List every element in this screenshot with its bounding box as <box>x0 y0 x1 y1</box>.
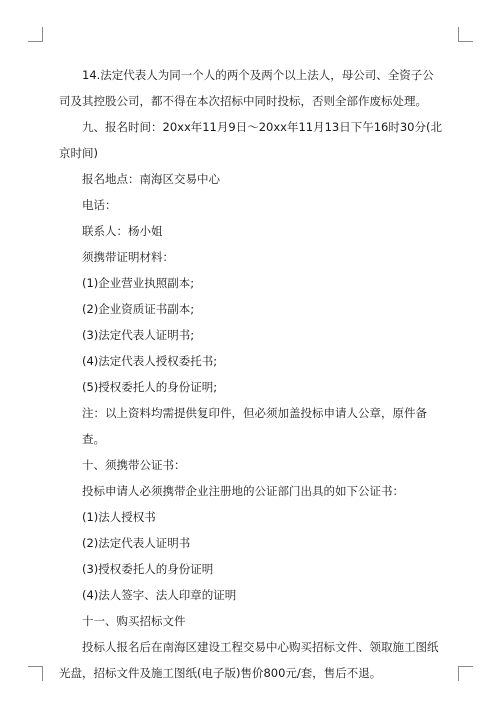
list-item: (5)授权委托人的身份证明; <box>82 380 218 394</box>
paragraph-registration-location: 报名地点：南海区交易中心 <box>82 172 220 186</box>
crop-mark-top-left <box>28 27 43 42</box>
list-item: (3)法定代表人证明书; <box>82 328 195 342</box>
paragraph-notary-intro: 投标申请人必须携带企业注册地的公证部门出具的如下公证书： <box>82 484 404 498</box>
list-item: (4)法人签字、法人印章的证明 <box>82 588 237 602</box>
list-item: (3)授权委托人的身份证明 <box>82 562 214 576</box>
paragraph-purchase-heading: 十一、购买招标文件 <box>82 614 186 628</box>
list-item: (1)企业营业执照副本; <box>82 276 195 290</box>
paragraph-purchase-details: 投标人报名后在南海区建设工程交易中心购买招标文件、领取施工图纸光盘，招标文件及施工图纸(电子版)售价800元/套，售后不退。 <box>59 640 439 680</box>
paragraph-contact: 联系人：杨小姐 <box>82 224 163 238</box>
paragraph-phone: 电话： <box>82 198 117 212</box>
crop-mark-top-right <box>458 27 473 42</box>
paragraph-registration-time: 九、报名时间：20xx年11月9日～20xx年11月13日下午16时30分(北京时间) <box>59 120 442 160</box>
list-item: (1)法人授权书 <box>82 510 156 524</box>
document-body <box>59 62 444 686</box>
list-item: (2)企业资质证书副本; <box>82 302 195 316</box>
crop-mark-bottom-left <box>28 666 43 681</box>
list-item: (2)法定代表人证明书 <box>82 536 191 550</box>
paragraph-item-14: 14.法定代表人为同一个人的两个及两个以上法人，母公司、全资子公司及其控股公司，都不得在本次招标中同时投标，否则全部作废标处理。 <box>59 68 434 108</box>
paragraph-note: 注：以上资料均需提供复印件，但必须加盖投标申请人公章，原件备查。 <box>82 406 427 446</box>
paragraph-notary-heading: 十、须携带公证书： <box>82 458 186 472</box>
list-item: (4)法定代表人授权委托书; <box>82 354 218 368</box>
crop-mark-bottom-right <box>458 666 473 681</box>
paragraph-materials-heading: 须携带证明材料： <box>82 250 174 264</box>
